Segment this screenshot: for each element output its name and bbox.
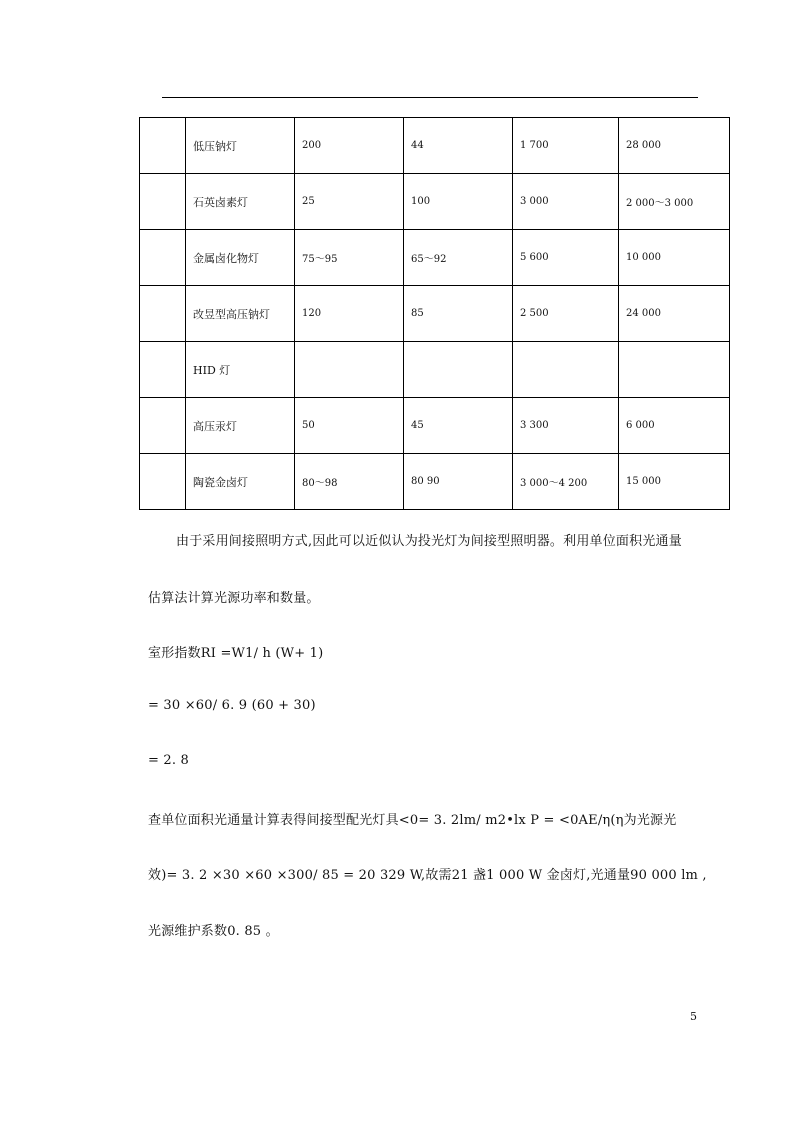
- table-row: [140, 454, 730, 510]
- table-cell: 28 000: [619, 118, 730, 174]
- table-cell-empty: [140, 342, 186, 398]
- header-rule: [162, 97, 698, 98]
- table-cell: 45: [404, 398, 513, 454]
- body-paragraph-line: 光源维护系数0. 85 。: [148, 924, 279, 939]
- lamp-name: 高压汞灯: [186, 398, 295, 454]
- table-cell: [295, 342, 404, 398]
- table-cell: 200: [295, 118, 404, 174]
- table-cell: 80～98: [295, 454, 404, 510]
- table-cell: 44: [404, 118, 513, 174]
- table-row: [140, 342, 730, 398]
- lamp-name: 金属卤化物灯: [186, 230, 295, 286]
- table-cell: 1 700: [513, 118, 619, 174]
- table-row: [140, 174, 730, 230]
- table-cell-empty: [140, 118, 186, 174]
- body-paragraph-line: 效)= 3. 2 ×30 ×60 ×300/ 85 = 20 329 W,故需21 盏1 000 W 金卤灯,光通量90 000 lm ,: [148, 868, 707, 883]
- lamp-name: 低压钠灯: [186, 118, 295, 174]
- table-cell: [513, 342, 619, 398]
- body-paragraph-line: 查单位面积光通量计算表得间接型配光灯具<0= 3. 2lm/ m2•lx P = <0AE/η(η为光源光: [148, 813, 677, 828]
- lamp-name: 石英卤素灯: [186, 174, 295, 230]
- body-paragraph-line: 估算法计算光源功率和数量。: [148, 591, 320, 606]
- table-cell: [404, 342, 513, 398]
- lamp-name: HID 灯: [186, 342, 295, 398]
- table-row: [140, 286, 730, 342]
- table-cell: 65～92: [404, 230, 513, 286]
- table-cell: 3 000～4 200: [513, 454, 619, 510]
- formula-line: = 30 ×60/ 6. 9 (60 + 30): [148, 698, 316, 713]
- table-cell: 5 600: [513, 230, 619, 286]
- table-cell: 24 000: [619, 286, 730, 342]
- formula-line: = 2. 8: [148, 753, 190, 768]
- table-cell: 80 90: [404, 454, 513, 510]
- formula-line: 室形指数RI =W1/ h (W+ 1): [148, 646, 324, 661]
- table-cell-empty: [140, 286, 186, 342]
- table-cell: 85: [404, 286, 513, 342]
- table-cell: [619, 342, 730, 398]
- table-cell: 100: [404, 174, 513, 230]
- table-cell-empty: [140, 398, 186, 454]
- table-cell: 3 300: [513, 398, 619, 454]
- table-cell: 6 000: [619, 398, 730, 454]
- table-cell: 120: [295, 286, 404, 342]
- table-cell-empty: [140, 454, 186, 510]
- lamp-data-table: [139, 117, 730, 510]
- table-cell: 15 000: [619, 454, 730, 510]
- table-row: [140, 118, 730, 174]
- table-row: [140, 398, 730, 454]
- table-cell: 2 500: [513, 286, 619, 342]
- table-cell: 75～95: [295, 230, 404, 286]
- page-number: 5: [690, 1010, 697, 1023]
- lamp-name: 陶瓷金卤灯: [186, 454, 295, 510]
- table-row: [140, 230, 730, 286]
- table-cell: 2 000～3 000: [619, 174, 730, 230]
- lamp-name: 改昱型高压钠灯: [186, 286, 295, 342]
- table-cell: 25: [295, 174, 404, 230]
- table-cell: 3 000: [513, 174, 619, 230]
- body-paragraph-line: 由于采用间接照明方式,因此可以近似认为投光灯为间接型照明器。利用单位面积光通量: [176, 534, 682, 549]
- table-cell-empty: [140, 230, 186, 286]
- table-cell: 50: [295, 398, 404, 454]
- table-cell: 10 000: [619, 230, 730, 286]
- table-cell-empty: [140, 174, 186, 230]
